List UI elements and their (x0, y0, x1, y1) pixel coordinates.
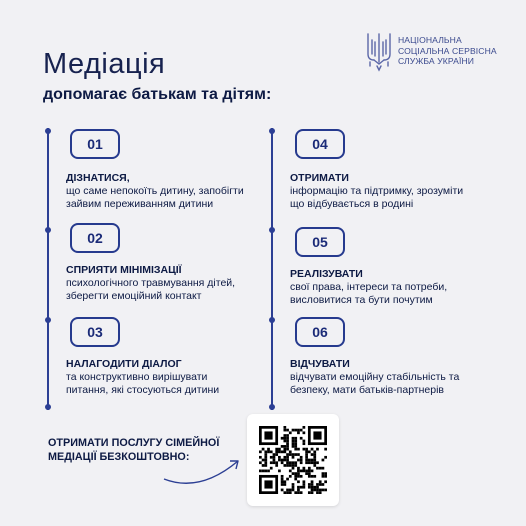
step-title-01: ДІЗНАТИСЯ, (66, 172, 130, 184)
trident-emblem-icon (366, 32, 392, 72)
page-subtitle: допомагає батькам та дітям: (43, 86, 272, 103)
step-title-04: ОТРИМАТИ (290, 172, 349, 184)
timeline-dot (45, 404, 51, 410)
step-line: що саме непокоїть дитину, запобігти (66, 185, 244, 197)
step-title-06: ВІДЧУВАТИ (290, 358, 350, 370)
timeline-dot (45, 227, 51, 233)
step-number-01: 01 (70, 129, 120, 159)
timeline-dot (45, 128, 51, 134)
step-line: зберегти емоційний контакт (66, 290, 202, 302)
step-line: зайвим переживанням дитини (66, 198, 214, 210)
cta-line: МЕДІАЦІЇ БЕЗКОШТОВНО: (48, 450, 190, 463)
step-title-05: РЕАЛІЗУВАТИ (290, 268, 363, 280)
step-line: що відбувається в родині (290, 198, 414, 210)
step-body-02 (66, 277, 235, 303)
step-line: висловитися та бути почутим (290, 294, 433, 306)
logo-line: НАЦІОНАЛЬНА (398, 35, 462, 45)
step-title-03: НАЛАГОДИТИ ДІАЛОГ (66, 358, 182, 370)
cta-line: ОТРИМАТИ ПОСЛУГУ СІМЕЙНОЇ (48, 437, 220, 449)
step-number-05: 05 (295, 227, 345, 257)
timeline-left (47, 128, 49, 410)
logo-text (398, 35, 497, 67)
logo-line: СОЦІАЛЬНА СЕРВІСНА (398, 45, 497, 56)
step-line: відчувати емоційну стабільність та (290, 371, 460, 383)
step-body-01 (66, 185, 244, 211)
step-number-02: 02 (70, 223, 120, 253)
qr-code-card[interactable] (247, 414, 339, 506)
step-body-05 (290, 281, 447, 307)
nssu-logo (366, 32, 497, 72)
timeline-dot (269, 404, 275, 410)
timeline-dot (269, 227, 275, 233)
step-body-04 (290, 185, 463, 211)
timeline-right (271, 128, 273, 410)
curved-arrow-icon (160, 455, 244, 491)
step-line: питання, які стосуються дитини (66, 384, 220, 396)
step-line: інформацію та підтримку, зрозуміти (290, 185, 464, 197)
step-line: та конструктивно вирішувати (66, 371, 208, 383)
timeline-dot (269, 128, 275, 134)
step-title-02: СПРИЯТИ МІНІМІЗАЦІЇ (66, 264, 182, 276)
timeline-dot (269, 317, 275, 323)
step-line: свої права, інтереси та потреби, (290, 281, 448, 293)
step-body-03 (66, 371, 219, 397)
step-number-06: 06 (295, 317, 345, 347)
step-number-03: 03 (70, 317, 120, 347)
step-body-06 (290, 371, 459, 397)
step-number-04: 04 (295, 129, 345, 159)
qr-code-icon[interactable] (259, 426, 327, 494)
step-line: психологічного травмування дітей, (66, 277, 236, 289)
page-title: Медіація (43, 48, 166, 80)
logo-line: СЛУЖБА УКРАЇНИ (398, 56, 475, 66)
timeline-dot (45, 317, 51, 323)
step-line: безпеку, мати батьків-партнерів (290, 384, 445, 396)
